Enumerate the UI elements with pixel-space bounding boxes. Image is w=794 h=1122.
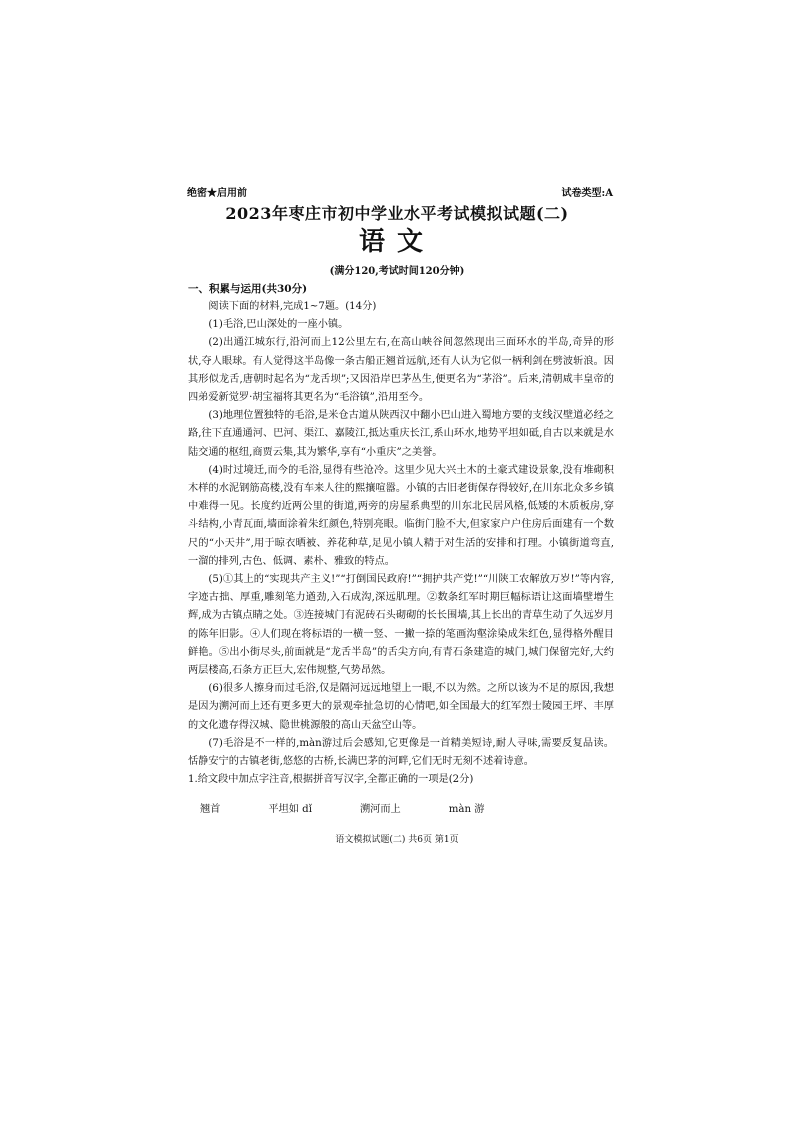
paragraph-4: (4)时过境迁,而今的毛浴,显得有些沧冷。这里少见大兴土木的土豪式建设景象,没有堆砌积木样的水泥钢筋高楼,没有车来人往的熙攘喧嚣。小镇的古旧老街保存得较好,在川东北众多乡镇中难得一见。长度约近两公里的街道,两旁的房屋系典型的川东北民居风格,低矮的木质板房,穿斗结构,小青瓦面,墙面涂着朱红颜色,特别亮眼。临街门脸不大,但家家户户住房后面建有一个数尺的“小天井”,用于晾衣晒被、养花种草,足见小镇人精于对生活的安排和打理。小镇街道弯直,一溜的排列,古色、低调、素朴、雅致的特点。	[188, 464, 614, 567]
paragraph-7: (7)毛浴是不一样的,màn游过后会感知,它更像是一首精美短诗,耐人寻味,需要反复品读。恬静安宁的古镇老街,悠悠的古桥,长满巴茅的河畔,它们无时无刻不述着诗意。	[188, 737, 614, 768]
score-note: (满分120,考试时间120分钟)	[329, 266, 465, 277]
question-1: 1.给文段中加点字注音,根据拼音写汉字,全都正确的一项是(2分)	[188, 774, 474, 786]
exam-title: 2023年枣庄市初中学业水平考试模拟试题(二)	[225, 204, 569, 223]
section-heading: 一、积累与运用(共30分)	[188, 283, 308, 295]
intro-text: 阅读下面的材料,完成1~7题。(14分)	[208, 301, 377, 312]
choice-item: 溯河而上	[359, 804, 401, 815]
choice-item: màn 游	[448, 804, 485, 815]
paragraph-1: (1)毛浴,巴山深处的一座小镇。	[208, 319, 349, 331]
subject-title: 语文	[358, 227, 435, 257]
paper-type-label: 试卷类型:A	[561, 188, 613, 199]
header-row	[187, 184, 613, 199]
paragraph-6: (6)很多人擦身而过毛浴,仅是隔河远远地望上一眼,不以为然。之所以该为不足的原因,我想是因为溯河而上还有更多更大的景观牵扯急切的心情吧,如全国最大的红军烈士陵园王坪、丰厚的文化遗存得汉城、隐世桃源般的高山天盆空山等。	[188, 683, 614, 731]
choice-item: 平坦如 dǐ	[268, 804, 312, 815]
secret-label: 绝密★启用前	[187, 188, 247, 199]
choice-item: 翘首	[200, 804, 221, 815]
answer-choices	[200, 800, 580, 815]
page-footer: 语文模拟试题(二) 共6页 第1页	[335, 835, 459, 845]
paragraph-3: (3)地理位置独特的毛浴,是米仓古道从陕西汉中翻小巴山进入蜀地方要的支线汉壁道必经之路,往下直通通河、巴河、渠江、嘉陵江,抵达重庆长江,系山环水,地势平坦如砥,自古以来就是水陆交通的枢纽,商贾云集,其为繁华,享有“小重庆”之美誉。	[188, 410, 614, 458]
paragraph-2: (2)出通江城东行,沿河而上12公里左右,在高山峡谷间忽然现出三面环水的半岛,奇异的形状,夺人眼球。有人觉得这半岛像一条古船正翘首远航,还有人认为它似一柄利剑在劈波斩浪。因其形似龙舌,唐朝时起名为“龙舌坝”;又因沿岸巴茅丛生,便更名为“茅浴”。后来,清朝咸丰皇帝的四弟爱新觉罗·胡宝福将其更名为“毛浴镇”,沿用至今。	[188, 337, 614, 404]
passage	[188, 298, 614, 789]
paragraph-5: (5)①其上的“实现共产主义!”“打倒国民政府!”“拥护共产党!”“川陕工农解放万岁!”等内容,字迹古拙、厚重,雕刻笔力遒劲,入石成沟,深远肌理。②数条红军时期巨幅标语让这面墙壁增生辉,成为古镇点睛之处。③连接城门有泥砖石头砌砌的长长围墙,其上长出的青草生动了久远岁月的陈年旧影。④人们现在将标语的一横一竖、一撇一捺的笔画沟壑涂染成朱红色,显得格外醒目鲜艳。⑤出小街尽头,前面就是“龙舌半岛”的舌尖方向,有青石条建造的城门,城门保留完好,大约两层楼高,石条方正巨大,宏伟规整,气势昂然。	[188, 574, 614, 677]
